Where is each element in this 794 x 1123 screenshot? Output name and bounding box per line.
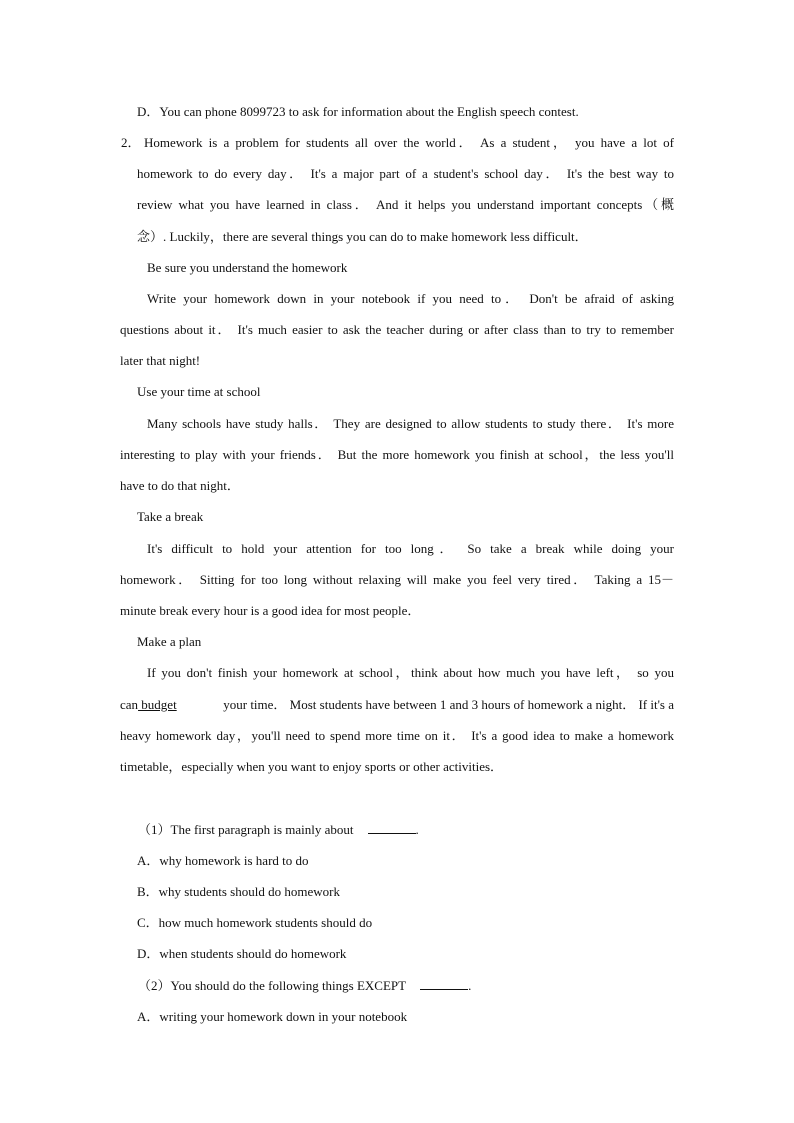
option-b: B．why students should do homework xyxy=(137,884,340,899)
section-heading: Take a break xyxy=(137,509,204,524)
paragraph-line: Homework is a problem for students all over the world． As a student， you have a lot of xyxy=(144,135,674,150)
paragraph-line: heavy homework day，you'll need to spend more time on it． It's a good idea to make a homework xyxy=(120,728,674,743)
previous-option-d: D．You can phone 8099723 to ask for information about the English speech contest. xyxy=(137,104,579,119)
answer-blank xyxy=(420,977,468,990)
paragraph-line: later that night! xyxy=(120,353,201,368)
paragraph-line: It's difficult to hold your attention for too long． So take a break while doing your xyxy=(147,541,674,556)
paragraph-line: questions about it． It's much easier to ask the teacher during or after class than to try to remember xyxy=(120,322,674,337)
paragraph-line: Many schools have study halls． They are designed to allow students to study there． It's more xyxy=(147,416,674,431)
budget-line-rest: your time． Most students have between 1 and 3 hours of homework a night． If it's a xyxy=(223,697,674,712)
question-1-text: （1）The first paragraph is mainly about xyxy=(138,822,354,837)
question-2-end: . xyxy=(468,978,472,993)
question-number: 2． xyxy=(121,135,141,150)
paragraph-line: interesting to play with your friends． But the more homework you finish at school，the less you'll xyxy=(120,447,674,462)
question-1 xyxy=(138,821,419,838)
paragraph-line: homework． Sitting for too long without relaxing will make you feel very tired． Taking a 15－ xyxy=(120,572,674,587)
answer-blank xyxy=(368,821,416,834)
paragraph-line: 念）. Luckily，there are several things you can do to make homework less difficult． xyxy=(137,229,588,244)
paragraph-line: minute break every hour is a good idea for most people． xyxy=(120,603,421,618)
paragraph-line: timetable，especially when you want to enjoy sports or other activities． xyxy=(120,759,504,774)
paragraph-line xyxy=(120,697,674,713)
paragraph-line: Write your homework down in your notebook if you need to． Don't be afraid of asking xyxy=(147,291,674,306)
question-1-end: . xyxy=(415,822,419,837)
question-2 xyxy=(138,977,471,994)
paragraph-line: have to do that night． xyxy=(120,478,240,493)
option-d: D．when students should do homework xyxy=(137,946,347,961)
budget-line-start: can budget xyxy=(120,697,177,712)
paragraph-line: homework to do every day． It's a major part of a student's school day． It's the best way to xyxy=(137,166,674,181)
section-heading: Be sure you understand the homework xyxy=(147,260,348,275)
underlined-word-budget: budget xyxy=(138,697,177,712)
paragraph-line: If you don't finish your homework at school，think about how much you have left， so you xyxy=(147,665,674,680)
section-heading: Use your time at school xyxy=(137,384,261,399)
option-a: A．why homework is hard to do xyxy=(137,853,309,868)
paragraph-line: review what you have learned in class． And it helps you understand important concepts（概 xyxy=(137,197,674,212)
option-a: A．writing your homework down in your notebook xyxy=(137,1009,408,1024)
option-c: C．how much homework students should do xyxy=(137,915,373,930)
section-heading: Make a plan xyxy=(137,634,202,649)
question-2-text: （2）You should do the following things EXCEPT xyxy=(138,978,407,993)
